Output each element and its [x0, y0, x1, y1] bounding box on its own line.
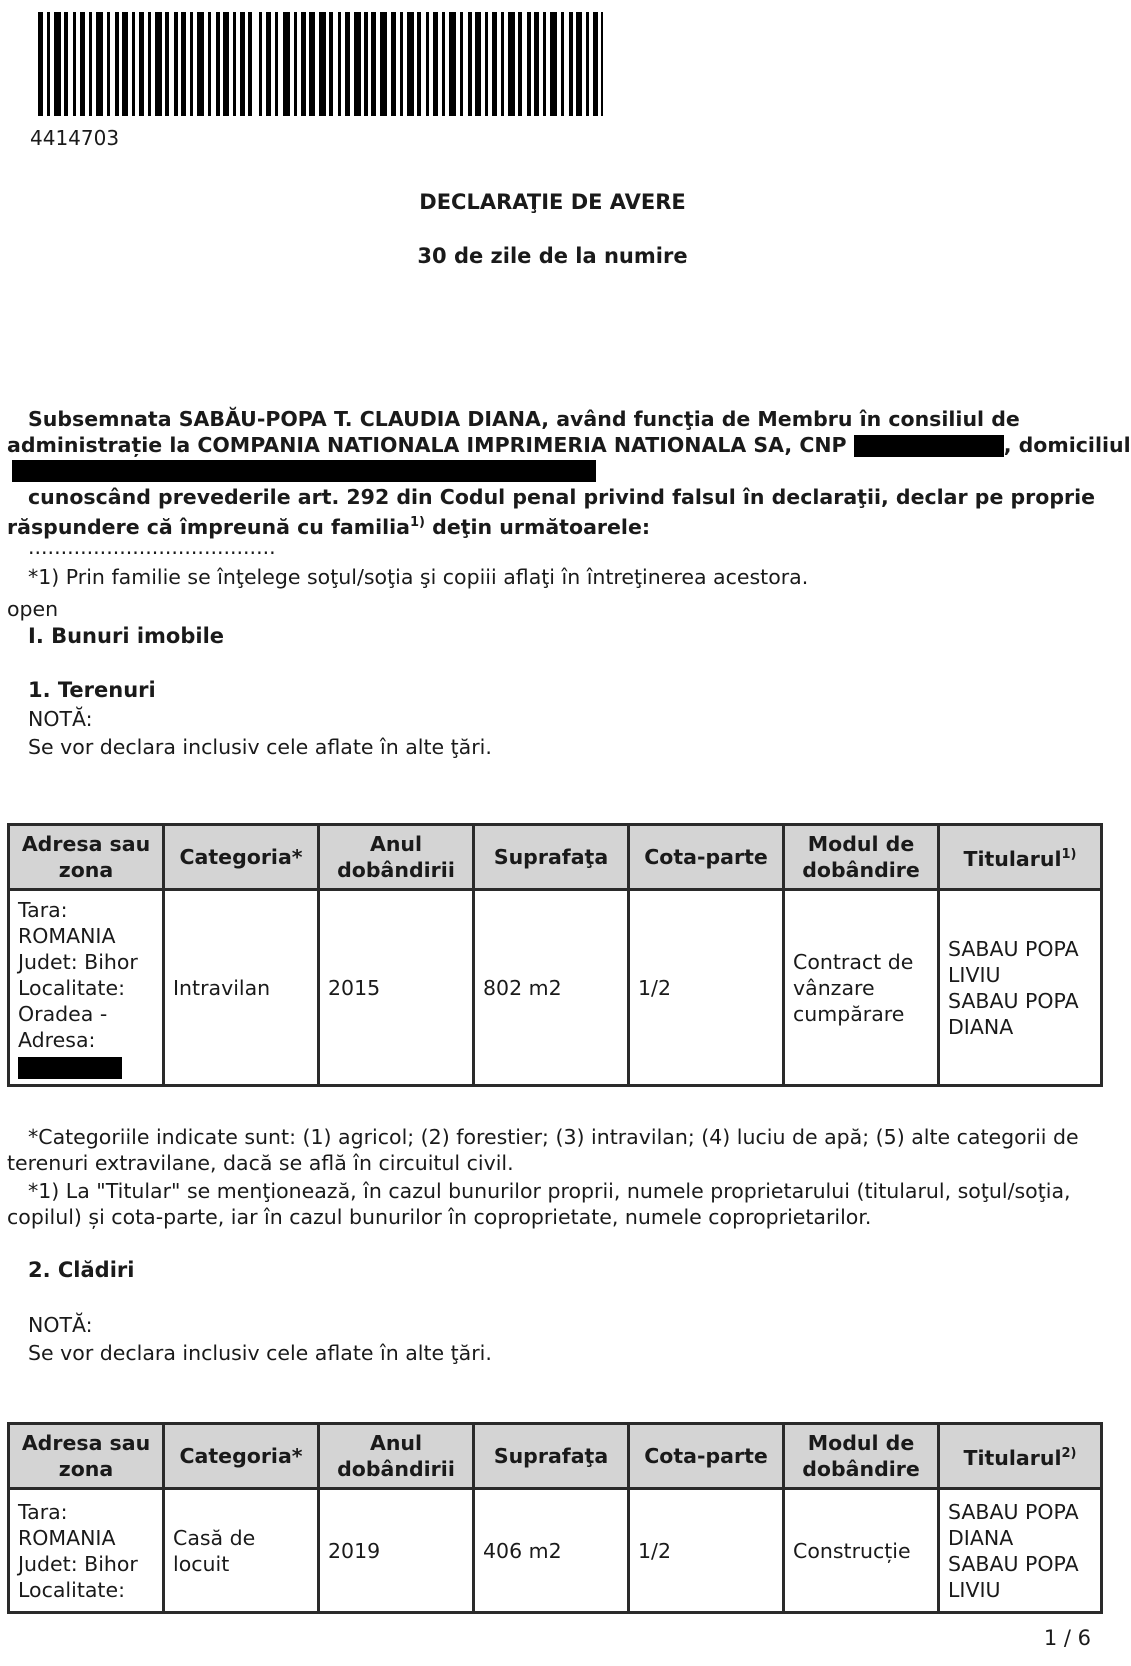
barcode-bar	[364, 12, 368, 116]
barcode-bar	[309, 12, 315, 116]
modul-line: Contract de	[793, 949, 914, 974]
header-modul: Modul de dobândire	[784, 1424, 939, 1489]
header-modul: Modul de dobândire	[784, 825, 939, 890]
cell-adresa	[9, 1489, 164, 1613]
titular-line: LIVIU	[948, 962, 1001, 987]
barcode-bar	[259, 12, 262, 116]
section-title-bunuri-imobile: I. Bunuri imobile	[28, 624, 225, 648]
header-suprafata: Suprafaţa	[474, 825, 629, 890]
barcode-bar	[165, 12, 169, 116]
cell-adresa	[9, 890, 164, 1086]
footnote-marker: 1)	[410, 515, 426, 530]
barcode-bar	[223, 12, 229, 116]
barcode-bar	[301, 12, 306, 116]
barcode-bar	[319, 12, 326, 116]
adresa-line: ROMANIA	[18, 1525, 116, 1550]
barcode-bar	[442, 12, 445, 116]
barcode-bar	[266, 12, 271, 116]
titular-footnote-marker: 2)	[1061, 1446, 1077, 1462]
barcode-bar	[275, 12, 278, 116]
adresa-line: Localitate:	[18, 1577, 125, 1602]
barcode-bar	[417, 12, 421, 116]
barcode-bar	[460, 12, 463, 116]
adresa-line: Tara:	[18, 897, 68, 922]
barcode-bar	[468, 12, 472, 116]
adresa-line: Tara:	[18, 1499, 68, 1524]
barcode-bar	[139, 12, 144, 116]
barcode-bar	[132, 12, 135, 116]
header-adresa: Adresa sau zona	[9, 825, 164, 890]
barcode-bar	[80, 12, 85, 116]
cell-categoria: Intravilan	[164, 890, 319, 1086]
modul-line: vânzare	[793, 975, 875, 1000]
header-adresa: Adresa sau zona	[9, 1424, 164, 1489]
barcode-bar	[371, 12, 376, 116]
barcode-bar	[527, 12, 531, 116]
titular-footnote-marker: 1)	[1061, 847, 1077, 863]
barcode-bar	[329, 12, 333, 116]
barcode-bar	[338, 12, 341, 116]
barcode-bar	[122, 12, 128, 116]
open-text: open	[7, 597, 59, 621]
barcode-bar	[73, 12, 76, 116]
modul-line: cumpărare	[793, 1001, 905, 1026]
cladiri-table	[7, 1422, 1103, 1614]
cell-cota: 1/2	[629, 1489, 784, 1613]
cell-titular	[939, 1489, 1102, 1613]
header-titular-text: Titularul	[963, 846, 1062, 871]
barcode-bar	[561, 12, 564, 116]
header-anul: Anul dobândirii	[319, 825, 474, 890]
barcode-bar	[190, 12, 193, 116]
barcode-bar	[391, 12, 396, 116]
header-titular-text: Titularul	[963, 1445, 1062, 1470]
adresa-line: ROMANIA	[18, 923, 116, 948]
barcode-bar	[433, 12, 438, 116]
intro-line-4-text: răspundere că împreună cu familia	[7, 514, 411, 539]
adresa-line: Adresa:	[18, 1027, 96, 1052]
barcode-bar	[576, 12, 582, 116]
cell-anul: 2015	[319, 890, 474, 1086]
barcode-bar	[148, 12, 151, 116]
redacted-address	[12, 460, 596, 482]
cell-cota: 1/2	[629, 890, 784, 1086]
barcode-bar	[96, 12, 103, 116]
cell-suprafata: 802 m2	[474, 890, 629, 1086]
barcode-bar	[426, 12, 429, 116]
barcode-bar	[518, 12, 522, 116]
barcode-bar	[174, 12, 178, 116]
barcode-bar	[501, 12, 504, 116]
terenuri-table	[7, 823, 1103, 1087]
adresa-line: Judet: Bihor	[18, 1551, 138, 1576]
barcode-bar	[54, 12, 61, 116]
intro-line-2-text: administrație la COMPANIA NATIONALA IMPRIMERIA NATIONALA SA, CNP	[7, 433, 847, 457]
note-label: NOTĂ:	[28, 707, 93, 731]
table-row	[9, 1489, 1102, 1613]
header-suprafata: Suprafaţa	[474, 1424, 629, 1489]
categoria-line: locuit	[173, 1551, 230, 1576]
intro-line-3: cunoscând prevederile art. 292 din Codul penal privind falsul în declaraţii, declar pe proprie	[28, 485, 1096, 509]
intro-line-4-end: deţin următoarele:	[425, 514, 651, 539]
header-anul: Anul dobândirii	[319, 1424, 474, 1489]
barcode-bar	[216, 12, 220, 116]
document-title: DECLARAŢIE DE AVERE	[419, 190, 686, 214]
titular-note-line-1: *1) La "Titular" se menţionează, în cazul bunurilor proprii, numele proprietarului (titularul, soţul/soţia,	[28, 1179, 1071, 1203]
barcode-bar	[345, 12, 350, 116]
categorii-note-line-2: terenuri extravilane, dacă se află în circuitul civil.	[7, 1151, 514, 1175]
barcode-bar	[543, 12, 546, 116]
header-cota: Cota-parte	[629, 1424, 784, 1489]
barcode-bar	[294, 12, 297, 116]
barcode-bar	[64, 12, 68, 116]
adresa-line: Localitate:	[18, 975, 125, 1000]
cell-suprafata: 406 m2	[474, 1489, 629, 1613]
barcode-bar	[380, 12, 387, 116]
subsection-title-cladiri: 2. Clădiri	[28, 1258, 135, 1282]
barcode-bar	[449, 12, 456, 116]
cell-modul	[784, 890, 939, 1086]
titular-note-line-2: copilul) și cota-parte, iar în cazul bunurilor în coproprietate, numele coproprietarilor.	[7, 1205, 872, 1229]
barcode-bar	[400, 12, 403, 116]
barcode-bar	[283, 12, 290, 116]
barcode-bar	[407, 12, 414, 116]
cell-titular	[939, 890, 1102, 1086]
barcode-bar	[354, 12, 361, 116]
titular-line: SABAU POPA	[948, 1499, 1079, 1524]
barcode-bar	[492, 12, 497, 116]
intro-line-2-end: , domiciliul	[1003, 433, 1131, 457]
barcode-number: 4414703	[30, 126, 120, 150]
barcode-bar	[197, 12, 204, 116]
cell-anul: 2019	[319, 1489, 474, 1613]
table-header-row	[9, 1424, 1102, 1489]
table-row	[9, 890, 1102, 1086]
note-text: Se vor declara inclusiv cele aflate în alte ţări.	[28, 735, 492, 759]
barcode-image	[38, 12, 603, 116]
barcode-bar	[586, 12, 589, 116]
titular-line: SABAU POPA	[948, 1551, 1079, 1576]
redacted-adresa	[18, 1057, 122, 1079]
barcode-bar	[550, 12, 557, 116]
barcode-bar	[508, 12, 515, 116]
titular-line: SABAU POPA	[948, 988, 1079, 1013]
header-titular	[939, 1424, 1102, 1489]
barcode-bar	[248, 12, 252, 116]
titular-line: DIANA	[948, 1014, 1014, 1039]
categoria-line: Casă de	[173, 1525, 256, 1550]
barcode-bar	[485, 12, 488, 116]
barcode-bar	[38, 12, 43, 116]
titular-line: DIANA	[948, 1525, 1014, 1550]
barcode-bar	[181, 12, 186, 116]
barcode-bar	[208, 12, 211, 116]
intro-line-2	[7, 432, 1131, 458]
dotted-line: ......................................	[28, 535, 276, 559]
barcode-bar	[601, 12, 603, 116]
subsection-title-terenuri: 1. Terenuri	[28, 678, 156, 702]
categorii-note-line-1: *Categoriile indicate sunt: (1) agricol; (2) forestier; (3) intravilan; (4) luciu de apă; (5) alte categorii de	[28, 1125, 1079, 1149]
cell-categoria	[164, 1489, 319, 1613]
header-categoria: Categoria*	[164, 825, 319, 890]
page-number: 1 / 6	[1043, 1626, 1091, 1650]
barcode-bar	[593, 12, 598, 116]
barcode-bar	[115, 12, 119, 116]
redacted-cnp	[854, 435, 1004, 457]
document-subtitle: 30 de zile de la numire	[417, 244, 688, 268]
barcode-bar	[89, 12, 92, 116]
header-titular	[939, 825, 1102, 890]
barcode-bar	[475, 12, 481, 116]
header-categoria: Categoria*	[164, 1424, 319, 1489]
barcode-bar	[569, 12, 573, 116]
barcode-bar	[233, 12, 236, 116]
header-cota: Cota-parte	[629, 825, 784, 890]
barcode-bar	[107, 12, 110, 116]
titular-line: LIVIU	[948, 1577, 1001, 1602]
note-label-2: NOTĂ:	[28, 1313, 93, 1337]
barcode-bar	[155, 12, 162, 116]
table-header-row	[9, 825, 1102, 890]
adresa-line: Judet: Bihor	[18, 949, 138, 974]
note-text-2: Se vor declara inclusiv cele aflate în alte ţări.	[28, 1341, 492, 1365]
family-footnote: *1) Prin familie se înţelege soţul/soţia şi copiii aflaţi în întreţinerea acestora.	[28, 565, 809, 589]
titular-line: SABAU POPA	[948, 936, 1079, 961]
barcode-bar	[240, 12, 245, 116]
adresa-line: Oradea -	[18, 1001, 108, 1026]
barcode-bar	[47, 12, 50, 116]
intro-line-1: Subsemnata SABĂU-POPA T. CLAUDIA DIANA, având funcţia de Membru în consiliul de	[28, 407, 1020, 431]
cell-modul: Construcție	[784, 1489, 939, 1613]
barcode-bar	[534, 12, 539, 116]
